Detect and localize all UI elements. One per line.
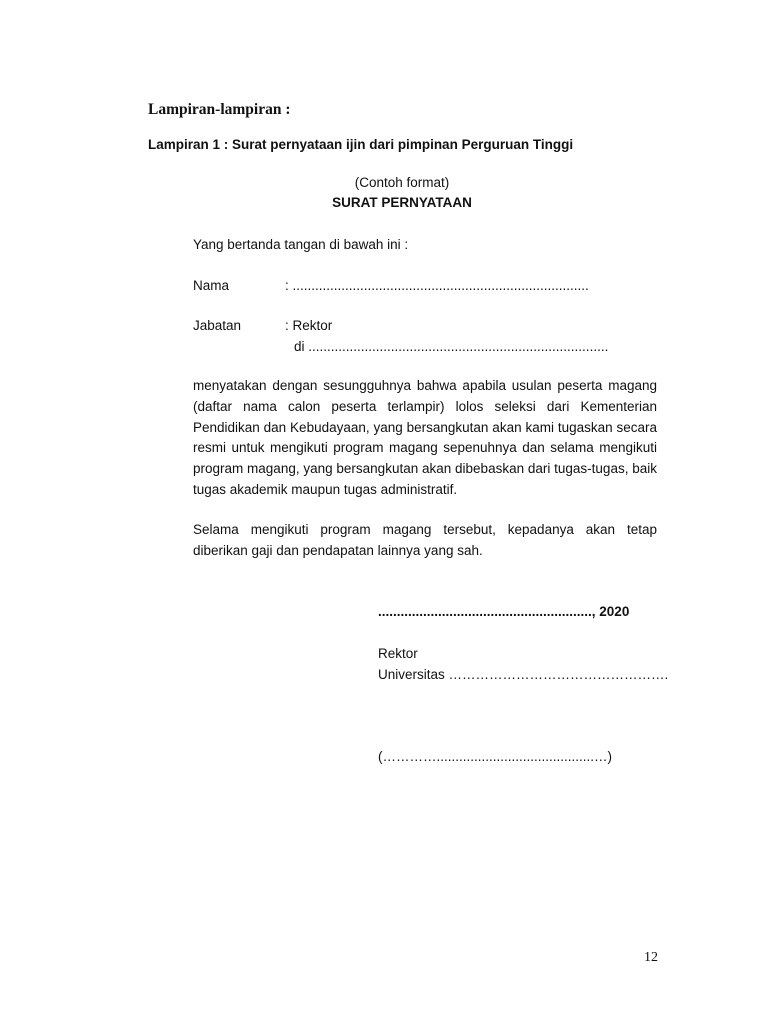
nama-value: : ............................................................................... xyxy=(285,278,589,293)
signature-university: Universitas …………………………………………. xyxy=(378,667,669,682)
jabatan-value: : Rektor xyxy=(285,318,333,333)
location-line: di ................................................................................ xyxy=(294,339,609,354)
signature-name-line: (…………..........................................…) xyxy=(378,749,613,764)
nama-label: Nama xyxy=(193,278,230,293)
jabatan-label: Jabatan xyxy=(193,318,242,333)
salary-paragraph: Selama mengikuti program magang tersebut, kepadanya akan tetap diberikan gaji dan pendapatan lainnya yang sah. xyxy=(193,522,657,558)
attachment-line: Lampiran 1 : Surat pernyataan ijin dari pimpinan Perguruan Tinggi xyxy=(148,137,574,152)
format-note: (Contoh format) xyxy=(354,175,450,190)
document-title: SURAT PERNYATAAN xyxy=(332,195,472,210)
signature-position: Rektor xyxy=(378,646,418,661)
page-number: 12 xyxy=(644,950,658,965)
page-heading: Lampiran-lampiran : xyxy=(148,101,291,118)
statement-paragraph: menyatakan dengan sesungguhnya bahwa apabila usulan peserta magang (daftar nama calon peserta terlampir) lolos seleksi dari Kementerian Pendidikan dan Kebudayaan, yang bersangkutan akan kami tugaskan secara resmi untuk mengikuti program magang sepenuhnya dan selama mengikuti program magang, yang bersangkutan akan dibebaskan dari tugas-tugas, baik tugas akademik maupun tugas administratif. xyxy=(193,378,657,497)
signature-date-line: ........................................................., 2020 xyxy=(378,604,630,619)
intro-text: Yang bertanda tangan di bawah ini : xyxy=(193,237,409,252)
